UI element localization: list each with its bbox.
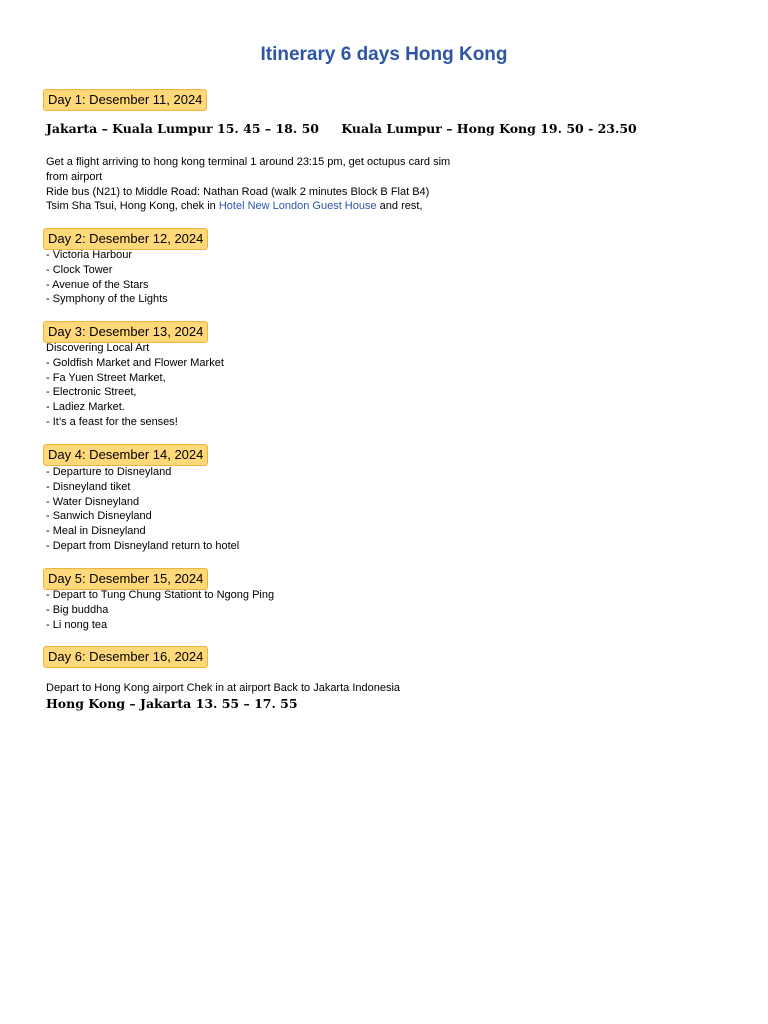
hotel-text-pre: Tsim Sha Tsui, Hong Kong, chek in bbox=[46, 200, 219, 213]
day-1-line: Ride bus (N21) to Middle Road: Nathan Road (walk 2 minutes Block B Flat B4) bbox=[46, 185, 430, 198]
day-1-heading: Day 1: Desember 11, 2024 bbox=[43, 89, 207, 111]
day-5-heading: Day 5: Desember 15, 2024 bbox=[43, 568, 208, 590]
list-item: Discovering Local Art bbox=[46, 342, 150, 354]
day-6-line: Depart to Hong Kong airport Chek in at airport Back to Jakarta Indonesia bbox=[46, 682, 401, 694]
day-6-details bbox=[46, 681, 400, 696]
day-1-line: from airport bbox=[46, 170, 103, 183]
hotel-text-post: and rest, bbox=[376, 200, 423, 213]
day-1-line: Get a flight arriving to hong kong terminal 1 around 23:15 pm, get octupus card sim bbox=[46, 156, 451, 168]
list-item: - Li nong tea bbox=[46, 618, 108, 631]
list-item: - Big buddha bbox=[46, 603, 109, 616]
day-2-list bbox=[46, 248, 168, 307]
day-5-list bbox=[46, 588, 274, 632]
list-item: - Ladiez Market. bbox=[46, 401, 125, 414]
day-6-heading: Day 6: Desember 16, 2024 bbox=[43, 646, 208, 668]
day-1-line bbox=[46, 199, 450, 214]
flight-hongkong-jakarta: Hong Kong – Jakarta 13. 55 – 17. 55 bbox=[46, 696, 298, 711]
list-item: - Electronic Street, bbox=[46, 386, 137, 399]
list-item: - Clock Tower bbox=[46, 263, 113, 276]
list-item: - Victoria Harbour bbox=[46, 249, 132, 261]
day-4-heading: Day 4: Desember 14, 2024 bbox=[43, 444, 208, 466]
list-item: - Goldfish Market and Flower Market bbox=[46, 356, 224, 369]
list-item: - Avenue of the Stars bbox=[46, 278, 149, 291]
list-item: - Sanwich Disneyland bbox=[46, 510, 152, 523]
list-item: - Departure to Disneyland bbox=[46, 466, 172, 478]
list-item: - Depart to Tung Chung Stationt to Ngong Ping bbox=[46, 589, 275, 601]
list-item: - Depart from Disneyland return to hotel bbox=[46, 539, 240, 552]
flight-kl-hongkong: Kuala Lumpur – Hong Kong 19. 50 - 23.50 bbox=[341, 121, 637, 136]
day-3-list bbox=[46, 341, 224, 430]
day-2-heading: Day 2: Desember 12, 2024 bbox=[43, 228, 208, 250]
day-3-heading: Day 3: Desember 13, 2024 bbox=[43, 321, 208, 343]
day-1-details bbox=[46, 155, 450, 214]
list-item: - Fa Yuen Street Market, bbox=[46, 371, 166, 384]
list-item: - Disneyland tiket bbox=[46, 480, 131, 493]
hotel-link[interactable]: Hotel New London Guest House bbox=[218, 200, 377, 213]
list-item: - It’s a feast for the senses! bbox=[46, 415, 178, 428]
day-1-flights bbox=[46, 121, 637, 136]
list-item: - Symphony of the Lights bbox=[46, 293, 168, 306]
day-4-list bbox=[46, 465, 239, 554]
list-item: - Meal in Disneyland bbox=[46, 525, 146, 538]
list-item: - Water Disneyland bbox=[46, 495, 140, 508]
flight-jakarta-kl: Jakarta – Kuala Lumpur 15. 45 – 18. 50 bbox=[46, 121, 319, 136]
page-title: Itinerary 6 days Hong Kong bbox=[260, 44, 508, 65]
